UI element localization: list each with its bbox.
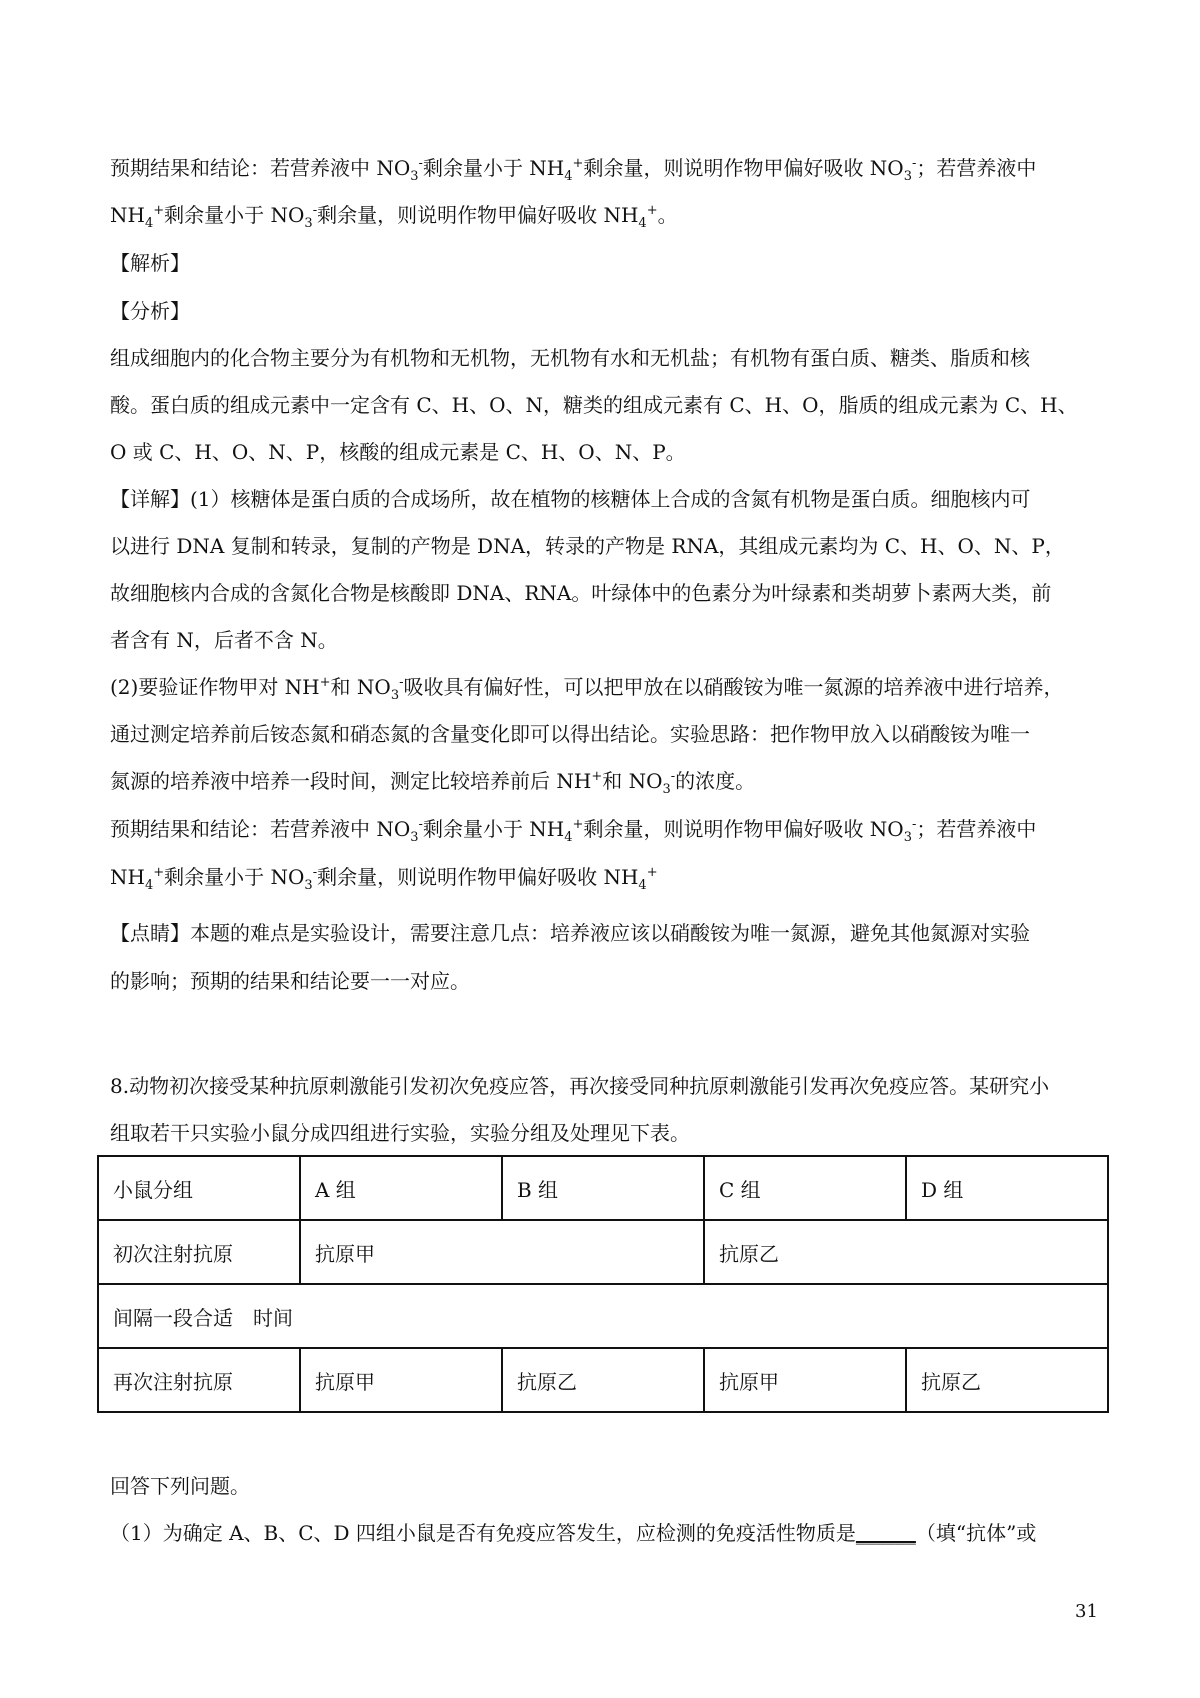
table-cell: C 组 bbox=[704, 1156, 906, 1220]
table-cell: 抗原甲 bbox=[300, 1348, 502, 1412]
detail-part2-line-3: 氮源的培养液中培养一段时间，测定比较培养前后 NH+和 $NO_3^-$的浓度。 bbox=[110, 769, 756, 797]
table-row bbox=[98, 1156, 1108, 1220]
detail-part2-line-2: 通过测定培养前后铵态氮和硝态氮的含量变化即可以得出结论。实验思路：把作物甲放入以硝酸铵为唯一 bbox=[110, 722, 1030, 746]
section-heading-jiexi: 【解析】 bbox=[110, 251, 190, 275]
table-cell: D 组 bbox=[906, 1156, 1108, 1220]
detail-line-1: 【详解】(1）核糖体是蛋白质的合成场所，故在植物的核糖体上合成的含氮有机物是蛋白质。细胞核内可 bbox=[110, 487, 1031, 511]
detail-part2-line-1: (2)要验证作物甲对 NH+和 $NO_3^-$吸收具有偏好性，可以把甲放在以硝酸铵为唯一氮源的培养液中进行培养， bbox=[110, 675, 1064, 703]
result-conclusion-line-2: $NH_4^+$剩余量小于 $NO_3^-$剩余量，则说明作物甲偏好吸收 $NH_4^+$。 bbox=[110, 203, 678, 231]
analysis-line-1: 组成细胞内的化合物主要分为有机物和无机物，无机物有水和无机盐；有机物有蛋白质、糖类、脂质和核 bbox=[110, 346, 1030, 370]
table-cell: 再次注射抗原 bbox=[98, 1348, 300, 1412]
question-8-1-line: （1）为确定 A、B、C、D 四组小鼠是否有免疫应答发生，应检测的免疫活性物质是______（填“抗体”或 bbox=[110, 1521, 1037, 1545]
table-cell: 抗原乙 bbox=[704, 1220, 1108, 1284]
result-conclusion-repeat-line-1: 预期结果和结论：若营养液中 $NO_3^-$剩余量小于 $NH_4^+$剩余量，则说明作物甲偏好吸收 $NO_3^-$；若营养液中 bbox=[110, 817, 1037, 845]
analysis-line-2: 酸。蛋白质的组成元素中一定含有 C、H、O、N，糖类的组成元素有 C、H、O，脂质的组成元素为 C、H、 bbox=[110, 393, 1078, 417]
question-8-line-1: 8.动物初次接受某种抗原刺激能引发初次免疫应答，再次接受同种抗原刺激能引发再次免疫应答。某研究小 bbox=[110, 1074, 1050, 1098]
experiment-table bbox=[97, 1155, 1109, 1413]
table-cell: 间隔一段合适 时间 bbox=[98, 1284, 1108, 1348]
table-cell: 抗原乙 bbox=[906, 1348, 1108, 1412]
result-conclusion-repeat-line-2: $NH_4^+$剩余量小于 $NO_3^-$剩余量，则说明作物甲偏好吸收 $NH_4^+$ bbox=[110, 865, 658, 893]
table-cell: 初次注射抗原 bbox=[98, 1220, 300, 1284]
result-conclusion-line-1: 预期结果和结论：若营养液中 $NO_3^-$剩余量小于 $NH_4^+$剩余量，则说明作物甲偏好吸收 $NO_3^-$；若营养液中 bbox=[110, 156, 1037, 184]
detail-line-3: 故细胞核内合成的含氮化合物是核酸即 DNA、RNA。叶绿体中的色素分为叶绿素和类胡萝卜素两大类，前 bbox=[110, 581, 1052, 605]
table-cell: 抗原甲 bbox=[704, 1348, 906, 1412]
table-row bbox=[98, 1220, 1108, 1284]
table-cell: 抗原甲 bbox=[300, 1220, 704, 1284]
table-row bbox=[98, 1284, 1108, 1348]
question-8-line-2: 组取若干只实验小鼠分成四组进行实验，实验分组及处理见下表。 bbox=[110, 1121, 690, 1145]
table-cell: A 组 bbox=[300, 1156, 502, 1220]
answer-intro: 回答下列问题。 bbox=[110, 1474, 250, 1498]
table-cell: B 组 bbox=[502, 1156, 704, 1220]
table-cell: 小鼠分组 bbox=[98, 1156, 300, 1220]
dianjing-line-1: 【点睛】本题的难点是实验设计，需要注意几点：培养液应该以硝酸铵为唯一氮源，避免其他氮源对实验 bbox=[110, 921, 1030, 945]
detail-line-4: 者含有 N，后者不含 N。 bbox=[110, 628, 338, 652]
page-number: 31 bbox=[1075, 1601, 1098, 1622]
section-heading-fenxi: 【分析】 bbox=[110, 299, 190, 323]
analysis-line-3: O 或 C、H、O、N、P，核酸的组成元素是 C、H、O、N、P。 bbox=[110, 440, 686, 464]
dianjing-line-2: 的影响；预期的结果和结论要一一对应。 bbox=[110, 969, 470, 993]
table-row bbox=[98, 1348, 1108, 1412]
detail-line-2: 以进行 DNA 复制和转录，复制的产物是 DNA，转录的产物是 RNA，其组成元素均为 C、H、O、N、P， bbox=[110, 534, 1065, 558]
answer-blank: ______ bbox=[855, 1521, 916, 1545]
table-cell: 抗原乙 bbox=[502, 1348, 704, 1412]
